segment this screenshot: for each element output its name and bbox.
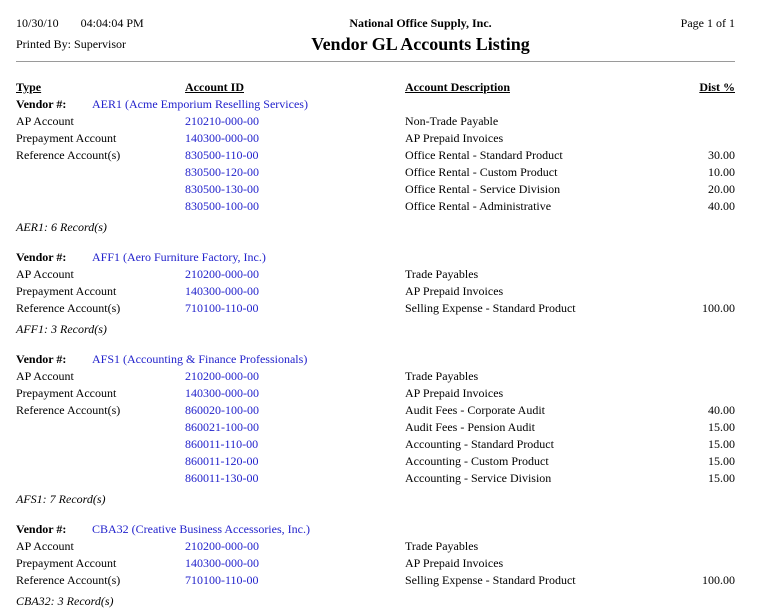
vendor-summary: CBA32: 3 Record(s) [16,594,114,608]
company-name: National Office Supply, Inc. [349,16,492,30]
row-type: Reference Account(s) [16,301,121,315]
row-dist-pct [655,113,735,130]
account-row [16,300,735,317]
row-account-id-link[interactable]: 830500-130-00 [185,182,259,196]
row-type: Prepayment Account [16,284,117,298]
row-dist-pct [655,555,735,572]
row-account-id-link[interactable]: 210200-000-00 [185,267,259,281]
row-dist-pct: 15.00 [708,454,735,468]
row-account-description: AP Prepaid Invoices [405,386,504,400]
row-account-description: Trade Payables [405,539,479,553]
row-type: Reference Account(s) [16,148,121,162]
row-account-id-link[interactable]: 830500-110-00 [185,148,259,162]
row-dist-pct [655,385,735,402]
row-account-description: Selling Expense - Standard Product [405,573,576,587]
vendor-block [16,351,735,508]
row-dist-pct: 100.00 [702,573,735,587]
row-dist-pct: 40.00 [708,199,735,213]
row-account-id-link[interactable]: 860021-100-00 [185,420,259,434]
account-row [16,453,735,470]
row-type: AP Account [16,267,74,281]
report-header-left [16,13,226,55]
row-account-description: Selling Expense - Standard Product [405,301,576,315]
account-row [16,181,735,198]
row-account-id-link[interactable]: 860011-130-00 [185,471,259,485]
row-dist-pct [655,130,735,147]
page-number: Page 1 of 1 [680,16,735,30]
row-dist-pct [655,538,735,555]
row-account-description: Non-Trade Payable [405,114,499,128]
row-dist-pct: 15.00 [708,471,735,485]
row-type [16,436,185,453]
row-account-description: Accounting - Standard Product [405,437,554,451]
row-dist-pct: 15.00 [708,420,735,434]
vendor-summary: AFF1: 3 Record(s) [16,322,107,336]
vendor-link[interactable]: AFS1 (Accounting & Finance Professionals) [92,352,308,366]
row-type: AP Account [16,114,74,128]
vendor-summary: AER1: 6 Record(s) [16,220,107,234]
row-type: Prepayment Account [16,386,117,400]
account-row [16,147,735,164]
report-datetime [16,13,226,34]
vendor-rows [16,266,735,317]
row-type: Reference Account(s) [16,403,121,417]
row-account-description: AP Prepaid Invoices [405,284,504,298]
row-type: Prepayment Account [16,131,117,145]
vendor-blocks [16,96,735,610]
account-row [16,470,735,487]
row-dist-pct [655,266,735,283]
vendor-row [16,521,735,538]
report-time: 04:04:04 PM [80,16,144,30]
row-type: Prepayment Account [16,556,117,570]
row-account-id-link[interactable]: 860011-120-00 [185,454,259,468]
account-row [16,368,735,385]
vendor-number-label: Vendor #: [16,250,67,264]
row-account-description: Office Rental - Administrative [405,199,552,213]
row-account-description: Accounting - Custom Product [405,454,549,468]
vendor-link[interactable]: AFF1 (Aero Furniture Factory, Inc.) [92,250,266,264]
row-type: AP Account [16,539,74,553]
row-type [16,470,185,487]
row-account-id-link[interactable]: 830500-100-00 [185,199,259,213]
header-rule [16,61,735,62]
printed-by-line [16,34,226,55]
account-row [16,385,735,402]
account-row [16,538,735,555]
vendor-number-label: Vendor #: [16,352,67,366]
row-account-id-link[interactable]: 140300-000-00 [185,284,259,298]
row-account-id-link[interactable]: 860020-100-00 [185,403,259,417]
account-row [16,266,735,283]
row-account-id-link[interactable]: 140300-000-00 [185,556,259,570]
account-row [16,402,735,419]
row-account-description: Audit Fees - Pension Audit [405,420,536,434]
row-dist-pct [655,283,735,300]
report-header-center [226,13,615,54]
account-row [16,436,735,453]
row-account-description: Trade Payables [405,369,479,383]
row-dist-pct: 15.00 [708,437,735,451]
vendor-link[interactable]: AER1 (Acme Emporium Reselling Services) [92,97,308,111]
vendor-row [16,96,735,113]
row-dist-pct: 100.00 [702,301,735,315]
row-account-id-link[interactable]: 830500-120-00 [185,165,259,179]
account-row [16,113,735,130]
row-account-description: Office Rental - Service Division [405,182,561,196]
row-dist-pct: 30.00 [708,148,735,162]
vendor-rows [16,113,735,215]
account-row [16,555,735,572]
vendor-row [16,249,735,266]
account-row [16,164,735,181]
row-type [16,198,185,215]
row-account-id-link[interactable]: 710100-110-00 [185,301,259,315]
vendor-summary: AFS1: 7 Record(s) [16,492,106,506]
row-type [16,164,185,181]
row-dist-pct: 10.00 [708,165,735,179]
row-account-id-link[interactable]: 860011-110-00 [185,437,259,451]
row-type: AP Account [16,369,74,383]
vendor-link[interactable]: CBA32 (Creative Business Accessories, Inc.) [92,522,310,536]
row-dist-pct: 20.00 [708,182,735,196]
col-header-type: Type [16,80,42,94]
row-account-description: Office Rental - Standard Product [405,148,563,162]
row-type [16,181,185,198]
row-dist-pct [655,368,735,385]
row-account-id-link[interactable]: 210200-000-00 [185,539,259,553]
row-account-id-link[interactable]: 140300-000-00 [185,386,259,400]
row-account-description: Audit Fees - Corporate Audit [405,403,545,417]
row-account-description: Office Rental - Custom Product [405,165,558,179]
row-dist-pct: 40.00 [708,403,735,417]
row-account-id-link[interactable]: 210210-000-00 [185,114,259,128]
vendor-rows [16,368,735,487]
report-date: 10/30/10 [16,16,59,30]
row-account-description: Trade Payables [405,267,479,281]
account-row [16,419,735,436]
vendor-row [16,351,735,368]
account-row [16,198,735,215]
account-row [16,130,735,147]
report-header [16,13,735,55]
row-type [16,419,185,436]
vendor-number-label: Vendor #: [16,522,67,536]
vendor-block [16,249,735,338]
vendor-rows [16,538,735,589]
col-header-dist-pct: Dist % [699,80,735,94]
col-header-account-description: Account Description [405,80,510,94]
printed-by-label: Printed By: [16,37,72,51]
account-row [16,572,735,589]
row-account-id-link[interactable]: 140300-000-00 [185,131,259,145]
row-account-id-link[interactable]: 710100-110-00 [185,573,259,587]
row-type: Reference Account(s) [16,573,121,587]
row-type [16,453,185,470]
vendor-block [16,96,735,236]
account-row [16,283,735,300]
col-header-account-id: Account ID [185,80,244,94]
column-headers [16,79,735,96]
report-title: Vendor GL Accounts Listing [311,34,530,54]
row-account-description: Accounting - Service Division [405,471,552,485]
row-account-id-link[interactable]: 210200-000-00 [185,369,259,383]
printed-by-value: Supervisor [74,37,127,51]
row-account-description: AP Prepaid Invoices [405,131,504,145]
vendor-number-label: Vendor #: [16,97,67,111]
row-account-description: AP Prepaid Invoices [405,556,504,570]
